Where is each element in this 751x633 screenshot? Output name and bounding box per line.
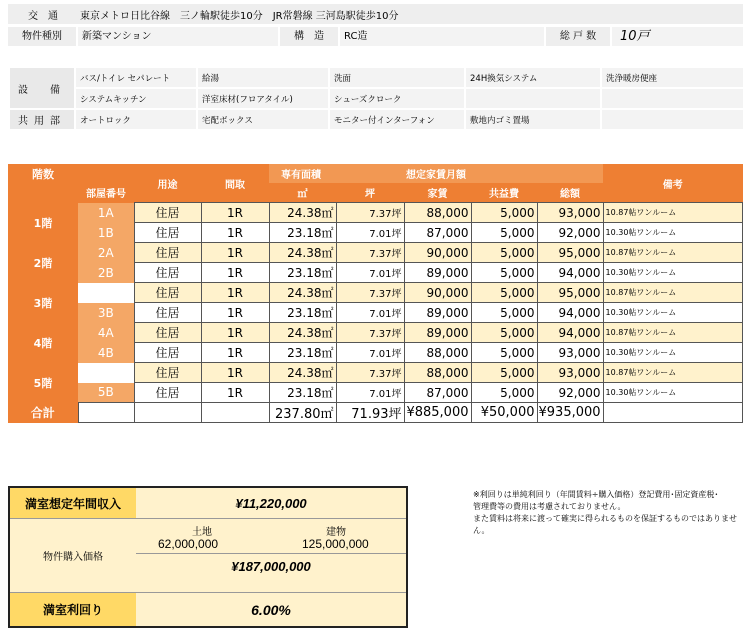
layout-cell: 1R [201, 283, 269, 303]
total-cell: 93,000 [537, 363, 603, 383]
rent-cell: 89,000 [404, 323, 471, 343]
use-cell: 住居 [134, 223, 201, 243]
common-item: モニター付インターフォン [329, 109, 465, 130]
rent-cell: 90,000 [404, 243, 471, 263]
layout-cell: 1R [201, 363, 269, 383]
equipment-item: シューズクローク [329, 88, 465, 109]
rent-cell: 89,000 [404, 263, 471, 283]
common-item: オートロック [75, 109, 197, 130]
purchase-price-total: ¥187,000,000 [231, 559, 311, 574]
total-label: 合計 [8, 403, 78, 423]
fee-header: 共益費 [471, 183, 537, 203]
header-row-1 [8, 164, 743, 183]
remarks-cell: 10.30帖ワンルーム [603, 303, 742, 323]
annual-income-label: 満室想定年間収入 [10, 488, 136, 518]
use-header: 用途 [134, 164, 201, 203]
structure-label: 構 造 [280, 27, 338, 46]
floor-label: 4階 [8, 323, 78, 363]
table-row [8, 223, 743, 243]
common-item: 敷地内ゴミ置場 [465, 109, 601, 130]
building-value: 125,000,000 [302, 537, 369, 551]
remarks-header: 備考 [603, 164, 742, 203]
total-header: 総額 [537, 183, 603, 203]
fee-cell: 5,000 [471, 363, 537, 383]
equipment-item: バス/トイレ セパレート [75, 68, 197, 88]
purchase-price-label: 物件購入価格 [10, 519, 136, 592]
total-cell: 92,000 [537, 383, 603, 403]
sqm-cell: 24.38㎡ [269, 243, 336, 263]
units-value: 10戸 [612, 27, 743, 46]
layout-cell: 1R [201, 223, 269, 243]
tsubo-header: 坪 [336, 183, 404, 203]
fee-cell: 5,000 [471, 203, 537, 223]
tsubo-cell: 7.37坪 [336, 323, 404, 343]
room-number [78, 363, 134, 383]
floor-header: 階数 [8, 164, 78, 183]
layout-cell: 1R [201, 383, 269, 403]
note-line: 管理費等の費用は考慮されておりません。 [473, 502, 626, 511]
sqm-cell: 23.18㎡ [269, 383, 336, 403]
fee-cell: 5,000 [471, 283, 537, 303]
property-type-label: 物件種別 [8, 27, 76, 46]
table-row [8, 343, 743, 363]
room-number [78, 283, 134, 303]
room-number: 5B [78, 383, 134, 403]
total-cell: 92,000 [537, 223, 603, 243]
rent-group-header: 想定家賃月額 [404, 164, 603, 183]
remarks-cell: 10.30帖ワンルーム [603, 263, 742, 283]
floor-label: 3階 [8, 283, 78, 323]
layout-cell: 1R [201, 323, 269, 343]
sqm-cell: 24.38㎡ [269, 323, 336, 343]
fee-cell: 5,000 [471, 223, 537, 243]
fee-cell: 5,000 [471, 243, 537, 263]
floor-label: 1階 [8, 203, 78, 243]
tsubo-cell: 7.01坪 [336, 303, 404, 323]
floor-label: 5階 [8, 363, 78, 403]
total-fee: ¥50,000 [471, 403, 537, 423]
layout-cell: 1R [201, 263, 269, 283]
fee-cell: 5,000 [471, 263, 537, 283]
room-number: 1B [78, 223, 134, 243]
total-cell: 94,000 [537, 323, 603, 343]
tsubo-cell: 7.37坪 [336, 203, 404, 223]
total-cell: 93,000 [537, 203, 603, 223]
rent-header: 家賃 [404, 183, 471, 203]
rent-cell: 88,000 [404, 363, 471, 383]
fee-cell: 5,000 [471, 303, 537, 323]
remarks-cell: 10.87帖ワンルーム [603, 203, 742, 223]
layout-header: 間取 [201, 164, 269, 203]
equipment-item: 洋室床材(フロアタイル) [197, 88, 329, 109]
remarks-cell: 10.87帖ワンルーム [603, 283, 742, 303]
use-cell: 住居 [134, 303, 201, 323]
table-row [8, 383, 743, 403]
room-number: 1A [78, 203, 134, 223]
tsubo-cell: 7.37坪 [336, 363, 404, 383]
table-row [8, 283, 743, 303]
structure-value: RC造 [340, 27, 544, 46]
fee-cell: 5,000 [471, 343, 537, 363]
equipment-item: 24H換気システム [465, 68, 601, 88]
use-cell: 住居 [134, 203, 201, 223]
building-label: 建物 [326, 527, 346, 538]
equipment-item: 洗面 [329, 68, 465, 88]
total-row [8, 403, 743, 423]
total-cell: 94,000 [537, 303, 603, 323]
use-cell: 住居 [134, 363, 201, 383]
table-row [8, 243, 743, 263]
sqm-cell: 24.38㎡ [269, 363, 336, 383]
use-cell: 住居 [134, 343, 201, 363]
common-label: 共用部 [9, 109, 75, 130]
land-value: 62,000,000 [158, 537, 219, 551]
area-header: 専有面積 [269, 164, 404, 183]
remarks-cell: 10.30帖ワンルーム [603, 343, 742, 363]
room-number: 3B [78, 303, 134, 323]
income-summary [8, 486, 408, 628]
tsubo-cell: 7.01坪 [336, 223, 404, 243]
room-number: 4B [78, 343, 134, 363]
tsubo-cell: 7.37坪 [336, 243, 404, 263]
total-cell: 95,000 [537, 243, 603, 263]
floor-label: 2階 [8, 243, 78, 283]
access-label: 交 通 [28, 10, 58, 22]
use-cell: 住居 [134, 263, 201, 283]
rent-cell: 87,000 [404, 383, 471, 403]
tsubo-cell: 7.01坪 [336, 383, 404, 403]
total-sqm: 237.80㎡ [269, 403, 336, 423]
property-row [8, 27, 743, 46]
use-cell: 住居 [134, 283, 201, 303]
note-line: また賃料は将来に渡って確実に得られるものを保証するものではありません。 [473, 514, 737, 535]
tsubo-cell: 7.01坪 [336, 343, 404, 363]
equipment-item: システムキッチン [75, 88, 197, 109]
table-row [8, 363, 743, 383]
note-line: ※利回りは単純利回り（年間賃料÷購入価格）登記費用･固定資産税･ [473, 490, 719, 499]
property-type-value: 新築マンション [78, 27, 278, 46]
layout-cell: 1R [201, 343, 269, 363]
sqm-cell: 24.38㎡ [269, 203, 336, 223]
units-label: 総 戸 数 [546, 27, 610, 46]
table-row [8, 323, 743, 343]
use-cell: 住居 [134, 243, 201, 263]
sqm-cell: 23.18㎡ [269, 343, 336, 363]
yield-label: 満室利回り [10, 593, 136, 626]
layout-cell: 1R [201, 203, 269, 223]
use-cell: 住居 [134, 323, 201, 343]
total-cell: 95,000 [537, 283, 603, 303]
fee-cell: 5,000 [471, 383, 537, 403]
room-number: 4A [78, 323, 134, 343]
rent-cell: 87,000 [404, 223, 471, 243]
access-value: 東京メトロ日比谷線 三ノ輪駅徒歩10分 JR常磐線 三河島駅徒歩10分 [80, 10, 399, 22]
rent-cell: 90,000 [404, 283, 471, 303]
access-row [8, 4, 743, 24]
tsubo-cell: 7.01坪 [336, 263, 404, 283]
total-tsubo: 71.93坪 [336, 403, 404, 423]
remarks-cell: 10.30帖ワンルーム [603, 383, 742, 403]
room-no-header: 部屋番号 [78, 183, 134, 203]
equipment-table [8, 68, 743, 131]
sqm-cell: 23.18㎡ [269, 263, 336, 283]
yield-value: 6.00% [251, 601, 291, 618]
fee-cell: 5,000 [471, 323, 537, 343]
layout-cell: 1R [201, 303, 269, 323]
rooms-table [8, 164, 743, 423]
table-row [8, 303, 743, 323]
equipment-item: 給湯 [197, 68, 329, 88]
remarks-cell: 10.87帖ワンルーム [603, 363, 742, 383]
disclaimer-notes [473, 489, 748, 537]
remarks-cell: 10.87帖ワンルーム [603, 323, 742, 343]
common-item: 宅配ボックス [197, 109, 329, 130]
sqm-cell: 23.18㎡ [269, 223, 336, 243]
use-cell: 住居 [134, 383, 201, 403]
annual-income-value: ¥11,220,000 [235, 495, 307, 511]
total-cell: 94,000 [537, 263, 603, 283]
table-row [8, 203, 743, 223]
rent-cell: 89,000 [404, 303, 471, 323]
rent-cell: 88,000 [404, 343, 471, 363]
total-rent: ¥885,000 [404, 403, 471, 423]
land-label: 土地 [192, 527, 212, 538]
sqm-cell: 23.18㎡ [269, 303, 336, 323]
remarks-cell: 10.30帖ワンルーム [603, 223, 742, 243]
remarks-cell: 10.87帖ワンルーム [603, 243, 742, 263]
sqm-header: ㎡ [269, 183, 336, 203]
total-sum: ¥935,000 [537, 403, 603, 423]
tsubo-cell: 7.37坪 [336, 283, 404, 303]
equipment-item: 洗浄暖房便座 [601, 68, 743, 88]
equipment-label: 設 備 [9, 68, 75, 109]
layout-cell: 1R [201, 243, 269, 263]
room-number: 2A [78, 243, 134, 263]
room-number: 2B [78, 263, 134, 283]
total-cell: 93,000 [537, 343, 603, 363]
rent-cell: 88,000 [404, 203, 471, 223]
table-row [8, 263, 743, 283]
sqm-cell: 24.38㎡ [269, 283, 336, 303]
